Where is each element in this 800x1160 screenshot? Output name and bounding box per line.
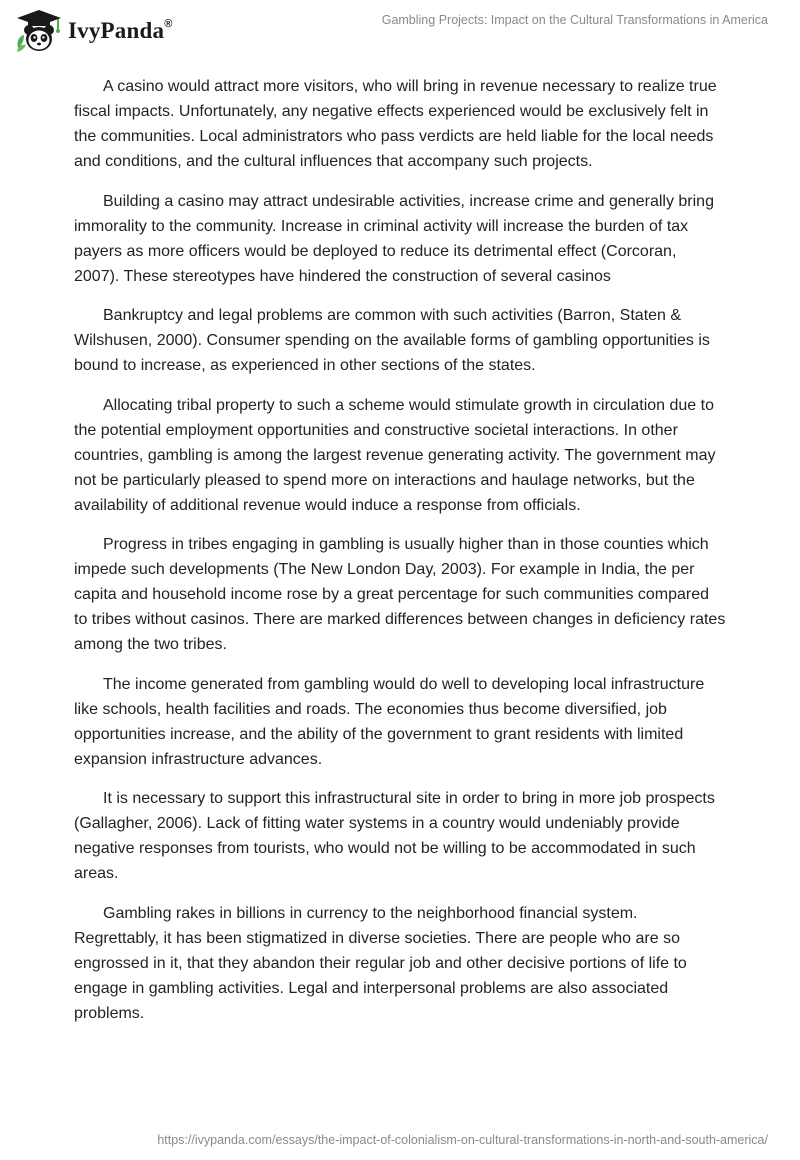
page-header xyxy=(0,0,800,60)
paragraph: It is necessary to support this infrastructural site in order to bring in more job prospects (Gallagher, 2006). Lack of fitting water systems in a country would undeniably provide negative responses from tourists, who would not be willing to be accommodated in such areas. xyxy=(74,790,715,882)
panda-graduate-icon xyxy=(14,8,64,54)
logo-wordmark: IvyPanda® xyxy=(68,18,173,43)
essay-body xyxy=(74,74,726,1040)
ivypanda-logo[interactable] xyxy=(14,8,173,54)
registered-mark: ® xyxy=(164,18,173,31)
document-title: Gambling Projects: Impact on the Cultural Transformations in America xyxy=(381,13,768,27)
paragraph: The income generated from gambling would do well to developing local infrastructure like schools, health facilities and roads. The economies thus become diversified, job opportunities increase, and the ability of the government to grant residents with limited expansion infrastructure advances. xyxy=(74,675,705,768)
source-url-link[interactable]: https://ivypanda.com/essays/the-impact-of-colonialism-on-cultural-transformations-in-north-and-south-america/ xyxy=(157,1133,768,1147)
paragraph: A casino would attract more visitors, who will bring in revenue necessary to realize true fiscal impacts. Unfortunately, any negative effects experienced would be exclusively felt in the communities. Local administrators who pass verdicts are held liable for the local needs and conditions, and the cultural influences that accompany such projects. xyxy=(74,78,717,170)
paragraph: Gambling rakes in billions in currency to the neighborhood financial system. Regrettably, it has been stigmatized in diverse societies. There are people who are so engrossed in it, that they abandon their regular job and other decisive portions of life to engage in gambling activities. Legal and interpersonal problems are also associated problems. xyxy=(74,904,687,1022)
paragraph: Allocating tribal property to such a scheme would stimulate growth in circulation due to the potential employment opportunities and constructive societal interactions. In other countries, gambling is among the largest revenue generating activity. The government may not be particularly pleased to spend more on interactions and haulage networks, but the availability of additional revenue would induce a response from officials. xyxy=(74,396,716,514)
paragraph: Progress in tribes engaging in gambling is usually higher than in those counties which impede such developments (The New London Day, 2003). For example in India, the per capita and household income rose by a great percentage for such communities compared to tribes without casinos. There are marked differences between changes in deficiency rates among the two tribes. xyxy=(74,536,726,653)
paragraph: Building a casino may attract undesirable activities, increase crime and generally bring immorality to the community. Increase in criminal activity will increase the burden of tax payers as more officers would be deployed to reduce its detrimental effect (Corcoran, 2007). These stereotypes have hindered the construction of several casinos xyxy=(74,192,714,285)
paragraph: Bankruptcy and legal problems are common with such activities (Barron, Staten & Wilshusen, 2000). Consumer spending on the available forms of gambling opportunities is bound to increase, as experienced in other sections of the states. xyxy=(74,307,710,374)
